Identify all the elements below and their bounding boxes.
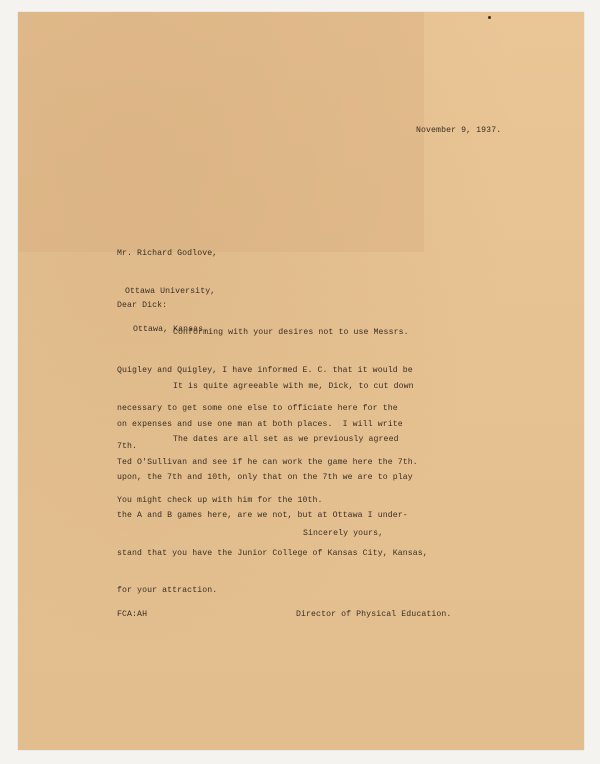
p2-line-1: It is quite agreeable with me, Dick, to cut down [173,382,414,392]
signature-title-text: Director of Physical Education. [296,610,452,620]
letter-date [416,100,501,163]
p2-line-3: Ted O'Sullivan and see if he can work the game here the 7th. [117,457,418,467]
signature-title [296,584,451,647]
salutation-text: Dear Dick: [117,301,168,311]
letter-page [18,12,584,750]
p1-line-1: Conforming with your desires not to use Messrs. [173,328,409,338]
closing [303,503,383,566]
p2-line-2: on expenses and use one man at both places. I will write [117,419,403,429]
p2-line-4: You might check up with him for the 10th. [117,495,323,505]
paper-stain [18,12,424,252]
p3-line-5: for your attraction. [117,586,218,596]
p1-line-4: 7th. [117,441,138,451]
p1-line-2: Quigley and Quigley, I have informed E. C. that it would be [117,365,413,375]
initials-text: FCA:AH [117,610,148,620]
initials [117,584,147,647]
date-text: November 9, 1937. [416,126,502,136]
p3-line-2: upon, the 7th and 10th, only that on the 7th we are to play [117,472,413,482]
p3-line-3: the A and B games here, are we not, but at Ottawa I under- [117,510,408,520]
address-line-2: Ottawa University, [125,286,216,296]
p1-line-3: necessary to get some one else to officiate here for the [117,403,398,413]
p3-line-4: stand that you have the Junior College of Kansas City, Kansas, [117,548,428,558]
address-line-3: Ottawa, Kansas. [133,324,209,334]
p3-line-1: The dates are all set as we previously agreed [173,435,399,445]
address-line-1: Mr. Richard Godlove, [117,249,218,259]
punch-mark [488,16,491,19]
closing-text: Sincerely yours, [303,529,384,539]
